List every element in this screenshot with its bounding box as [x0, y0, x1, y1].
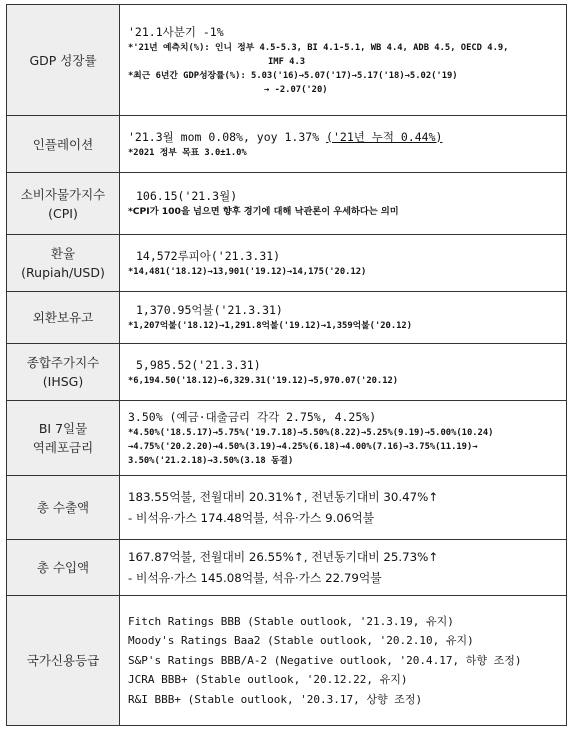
gdp-forecast-cont: IMF 4.3: [268, 56, 306, 67]
row-label: [7, 116, 120, 173]
rating-moodys: Moody's Ratings Baa2 (Stable outlook, '20.2.10, 유지): [128, 634, 474, 648]
inflation-main-value: [128, 129, 560, 146]
row-content: [120, 173, 567, 235]
gdp-main-value: '21.1사분기 -1%: [128, 24, 224, 39]
fx-reserves-label: 외환보유고: [32, 310, 94, 325]
table-row: [7, 292, 567, 344]
table-row: [7, 540, 567, 596]
row-label: [7, 292, 120, 344]
table-row: [7, 596, 567, 726]
inflation-cumulative: ('21년 누적 0.44%): [326, 129, 443, 144]
gdp-forecast: *'21년 예측치(%): 인니 정부 4.5-5.3, BI 4.1-5.1, WB 4.4, ADB 4.5, OECD 4.9,: [128, 42, 509, 53]
row-content: [120, 235, 567, 292]
bi-rate-history-1: *4.50%('18.5.17)→5.75%('19.7.18)→5.50%(8.22)→5.25%(9.19)→5.00%(10.24): [128, 427, 494, 438]
imports-main-value: 167.87억불, 전월대비 26.55%↑, 전년동기대비 25.73%↑: [128, 549, 439, 564]
row-content: [120, 401, 567, 476]
exports-detail: - 비석유·가스 174.48억불, 석유·가스 9.06억불: [128, 510, 375, 525]
imports-detail: - 비석유·가스 145.08억불, 석유·가스 22.79억불: [128, 570, 382, 585]
gdp-history-cont: → -2.07('20): [264, 84, 328, 95]
row-content: [120, 344, 567, 401]
row-label: [7, 5, 120, 116]
table-row: [7, 116, 567, 173]
exchange-rate-label: 환율: [50, 246, 76, 261]
economic-indicators-table: [6, 4, 567, 726]
exports-label: 총 수출액: [36, 500, 90, 515]
row-label: [7, 476, 120, 540]
exports-main-value: 183.55억불, 전월대비 20.31%↑, 전년동기대비 30.47%↑: [128, 489, 439, 504]
imports-label: 총 수입액: [36, 560, 90, 575]
exchange-rate-main-value: 14,572루피아('21.3.31): [136, 248, 281, 263]
bi-rate-label: BI 7일물: [38, 421, 88, 436]
row-content: [120, 292, 567, 344]
inflation-label: 인플레이션: [32, 136, 94, 152]
bi-rate-history-2: →4.75%('20.2.20)→4.50%(3.19)→4.25%(6.18)→4.00%(7.16)→3.75%(11.19)→: [128, 441, 478, 452]
rating-fitch: Fitch Ratings BBB (Stable outlook, '21.3.19, 유지): [128, 614, 454, 628]
rating-sp: S&P's Ratings BBB/A-2 (Negative outlook, '20.4.17, 하향 조정): [128, 653, 522, 667]
fx-reserves-history: *1,207억불('18.12)→1,291.8억불('19.12)→1,359억불('20.12): [128, 321, 413, 331]
gdp-history: *최근 6년간 GDP성장률(%): 5.03('16)→5.07('17)→5.17('18)→5.02('19): [128, 70, 458, 81]
cpi-main-value: 106.15('21.3월): [136, 189, 238, 203]
table-row: [7, 173, 567, 235]
table-row: [7, 235, 567, 292]
cpi-label: 소비자물가지수: [20, 186, 106, 202]
row-content: [120, 5, 567, 116]
ihsg-label: 종합주가지수: [26, 355, 100, 370]
rating-jcra: JCRA BBB+ (Stable outlook, '20.12.22, 유지): [128, 673, 408, 687]
cpi-note: *CPI가 100을 넘으면 향후 경기에 대해 낙관론이 우세하다는 의미: [128, 206, 399, 217]
row-label: [7, 540, 120, 596]
row-label: [7, 596, 120, 726]
row-content: [120, 116, 567, 173]
row-content: [120, 540, 567, 596]
fx-reserves-main-value: 1,370.95억불('21.3.31): [136, 303, 283, 317]
row-content: [120, 596, 567, 726]
row-label: [7, 173, 120, 235]
row-label: [7, 401, 120, 476]
exchange-rate-history: *14,481('18.12)→13,901('19.12)→14,175('20.12): [128, 266, 367, 277]
bi-rate-history-3: 3.50%('21.2.18)→3.50%(3.18 동결): [128, 455, 294, 466]
table-row: [7, 5, 567, 116]
gdp-label: GDP 성장률: [29, 52, 97, 68]
cpi-label-sub: (CPI): [48, 205, 78, 221]
row-label: [7, 344, 120, 401]
table-row: [7, 344, 567, 401]
table-row: [7, 401, 567, 476]
row-label: [7, 235, 120, 292]
bi-rate-main-value: 3.50% (예금·대출금리 각각 2.75%, 4.25%): [128, 409, 377, 424]
ihsg-label-sub: (IHSG): [42, 374, 84, 389]
inflation-monthly: '21.3월 mom 0.08%, yoy 1.37%: [128, 129, 327, 144]
rating-ri: R&I BBB+ (Stable outlook, '20.3.17, 상향 조정): [128, 692, 423, 706]
row-content: [120, 476, 567, 540]
bi-rate-label-sub: 역레포금리: [32, 440, 94, 455]
ihsg-history: *6,194.50('18.12)→6,329.31('19.12)→5,970.07('20.12): [128, 375, 399, 386]
ihsg-main-value: 5,985.52('21.3.31): [136, 357, 261, 372]
exchange-rate-label-sub: (Rupiah/USD): [21, 265, 105, 280]
inflation-target: *2021 정부 목표 3.0±1.0%: [128, 147, 247, 158]
table-row: [7, 476, 567, 540]
credit-rating-label: 국가신용등급: [26, 653, 100, 668]
